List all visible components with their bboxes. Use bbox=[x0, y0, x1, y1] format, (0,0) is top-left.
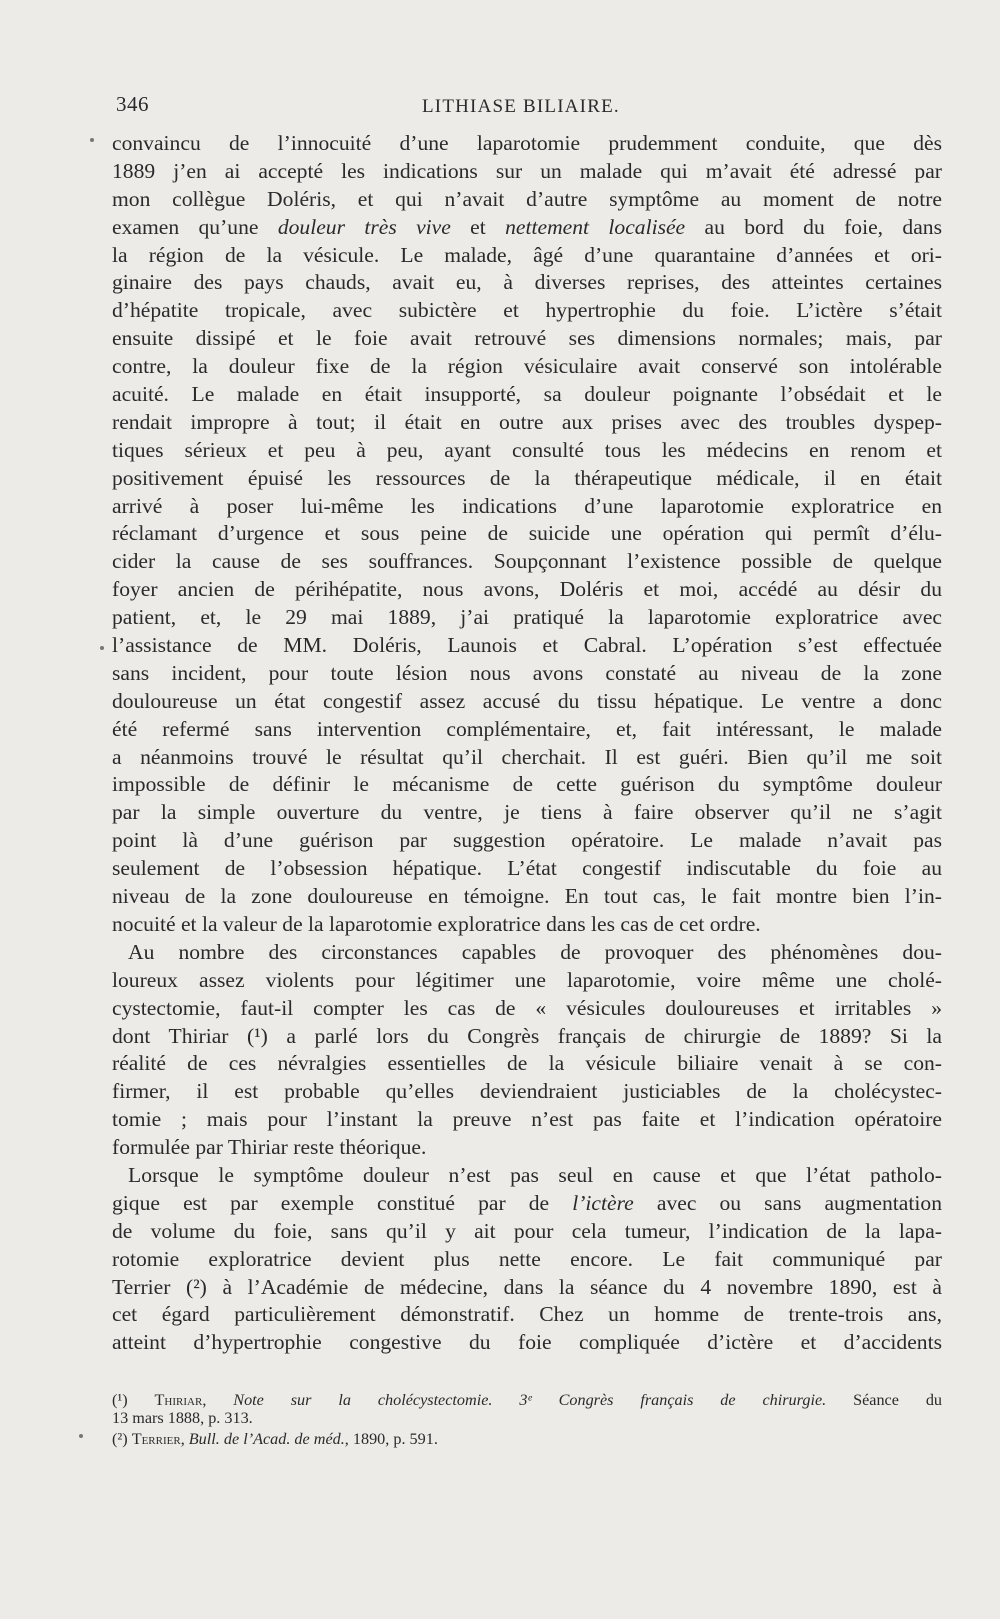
text-line: atteint d’hypertrophie congestive du foie compliquée d’ictère et d’accidents bbox=[112, 1330, 942, 1355]
text-line: niveau de la zone douloureuse en témoigne. En tout cas, le fait montre bien l’in- bbox=[112, 884, 942, 909]
print-speck bbox=[79, 1434, 83, 1438]
text-line: été refermé sans intervention complémentaire, et, fait intéressant, le malade bbox=[112, 716, 942, 741]
text-line: d’hépatite tropicale, avec subictère et hypertrophie du foie. L’ictère s’était bbox=[112, 298, 942, 323]
text-line: arrivé à poser lui-même les indications d’une laparotomie exploratrice en bbox=[112, 493, 942, 518]
text-line: examen qu’une douleur très vive et nettement localisée au bord du foie, dans bbox=[112, 214, 942, 239]
text-line: seulement de l’obsession hépatique. L’état congestif indiscutable du foie au bbox=[112, 856, 942, 881]
text-line: rendait impropre à tout; il était en outre aux prises avec des troubles dyspep- bbox=[112, 409, 942, 434]
text-line: gique est par exemple constitué par de l’ictère avec ou sans augmentation bbox=[112, 1190, 942, 1215]
text-line: 1889 j’en ai accepté les indications sur un malade qui m’avait été adressé par bbox=[112, 158, 942, 183]
text-line: par la simple ouverture du ventre, je tiens à faire observer qu’il ne s’agit bbox=[112, 800, 942, 825]
text-line: ensuite dissipé et le foie avait retrouvé ses dimensions normales; mais, par bbox=[112, 326, 942, 351]
text-line: positivement épuisé les ressources de la thérapeutique médicale, il en était bbox=[112, 465, 942, 490]
footnote-line: (²) Terrier, Bull. de l’Acad. de méd., 1890, p. 591. bbox=[112, 1430, 438, 1448]
text-line: la région de la vésicule. Le malade, âgé d’une quarantaine d’années et ori- bbox=[112, 242, 942, 267]
text-line: contre, la douleur fixe de la région vésiculaire avait conservé son intolérable bbox=[112, 354, 942, 379]
author-name: Terrier bbox=[131, 1430, 181, 1448]
text-line: nocuité et la valeur de la laparotomie exploratrice dans les cas de cet ordre. bbox=[112, 911, 761, 936]
footnote-line: 13 mars 1888, p. 313. bbox=[112, 1408, 253, 1427]
text-line: dont Thiriar (¹) a parlé lors du Congrès français de chirurgie de 1889? Si la bbox=[112, 1023, 942, 1048]
text-line: tiques sérieux et peu à peu, ayant consulté tous les médecins en renom et bbox=[112, 437, 942, 462]
text-line: Au nombre des circonstances capables de provoquer des phénomènes dou- bbox=[128, 939, 942, 964]
author-name: Thiriar bbox=[154, 1391, 203, 1409]
text-line: l’assistance de MM. Doléris, Launois et Cabral. L’opération s’est effectuée bbox=[112, 633, 942, 658]
footnote-line: (¹) Thiriar, Note sur la cholécystectomie. 3ᵉ Congrès français de chirurgie. Séance du bbox=[112, 1391, 943, 1409]
text-line: mon collègue Doléris, et qui n’avait d’autre symptôme au moment de notre bbox=[112, 186, 942, 211]
text-line: foyer ancien de périhépatite, nous avons, Doléris et moi, accédé au désir du bbox=[112, 577, 942, 602]
italic-text: douleur très vive bbox=[277, 214, 451, 239]
text-line: Lorsque le symptôme douleur n’est pas seul en cause et que l’état patholo- bbox=[128, 1162, 942, 1187]
text-line: douloureuse un état congestif assez accusé du tissu hépatique. Le ventre a donc bbox=[112, 688, 942, 713]
text-line: réclamant d’urgence et sous peine de suicide une opération qui permît d’élu- bbox=[112, 521, 942, 546]
text-line: point là d’une guérison par suggestion opératoire. Le malade n’avait pas bbox=[112, 828, 942, 853]
print-speck bbox=[90, 138, 94, 142]
text-line: ginaire des pays chauds, avait eu, à diverses reprises, des atteintes certaines bbox=[112, 270, 942, 295]
page-header bbox=[112, 92, 944, 122]
text-line: patient, et, le 29 mai 1889, j’ai pratiqué la laparotomie exploratrice avec bbox=[112, 605, 942, 630]
text-line: Terrier (²) à l’Académie de médecine, dans la séance du 4 novembre 1890, est à bbox=[112, 1274, 942, 1299]
text-line: rotomie exploratrice devient plus nette encore. Le fait communiqué par bbox=[112, 1246, 942, 1271]
text-line: cet égard particulièrement démonstratif. Chez un homme de trente-trois ans, bbox=[112, 1302, 942, 1327]
italic-text: Note sur la cholécystectomie. 3ᵉ Congrès français de chirurgie. bbox=[233, 1391, 827, 1409]
text-line: convaincu de l’innocuité d’une laparotomie prudemment conduite, que dès bbox=[112, 131, 942, 155]
text-line: firmer, il est probable qu’elles deviendraient justiciables de la cholécystec- bbox=[112, 1079, 942, 1104]
text-line: sans incident, pour toute lésion nous avons constaté au niveau de la zone bbox=[112, 660, 942, 685]
text-line: réalité de ces névralgies essentielles de la vésicule biliaire venait à se con- bbox=[112, 1051, 942, 1076]
italic-text: nettement localisée bbox=[505, 214, 686, 239]
text-line: a néanmoins trouvé le résultat qu’il cherchait. Il est guéri. Bien qu’il me soit bbox=[112, 744, 942, 769]
text-line: cider la cause de ses souffrances. Soupçonnant l’existence possible de quelque bbox=[112, 549, 942, 574]
text-line: loureux assez violents pour légitimer une laparotomie, voire même une cholé- bbox=[112, 967, 942, 992]
footnotes bbox=[112, 1392, 942, 1449]
italic-text: Bull. de l’Acad. de méd. bbox=[188, 1430, 345, 1448]
running-title: LITHIASE BILIAIRE. bbox=[422, 96, 620, 117]
body-text bbox=[112, 130, 942, 1357]
page-number: 346 bbox=[116, 92, 149, 116]
text-line: tomie ; mais pour l’instant la preuve n’est pas faite et l’indication opératoire bbox=[112, 1107, 942, 1132]
text-line: de volume du foie, sans qu’il y ait pour cela tumeur, l’indication de la lapa- bbox=[112, 1218, 942, 1243]
print-speck bbox=[100, 646, 104, 650]
text-line: cystectomie, faut-il compter les cas de « vésicules douloureuses et irritables » bbox=[112, 995, 942, 1020]
italic-text: l’ictère bbox=[572, 1190, 634, 1215]
text-line: acuité. Le malade en était insupporté, sa douleur poignante l’obsédait et le bbox=[112, 382, 942, 407]
text-line: impossible de définir le mécanisme de cette guérison du symptôme douleur bbox=[112, 772, 942, 797]
text-line: formulée par Thiriar reste théorique. bbox=[112, 1135, 427, 1160]
